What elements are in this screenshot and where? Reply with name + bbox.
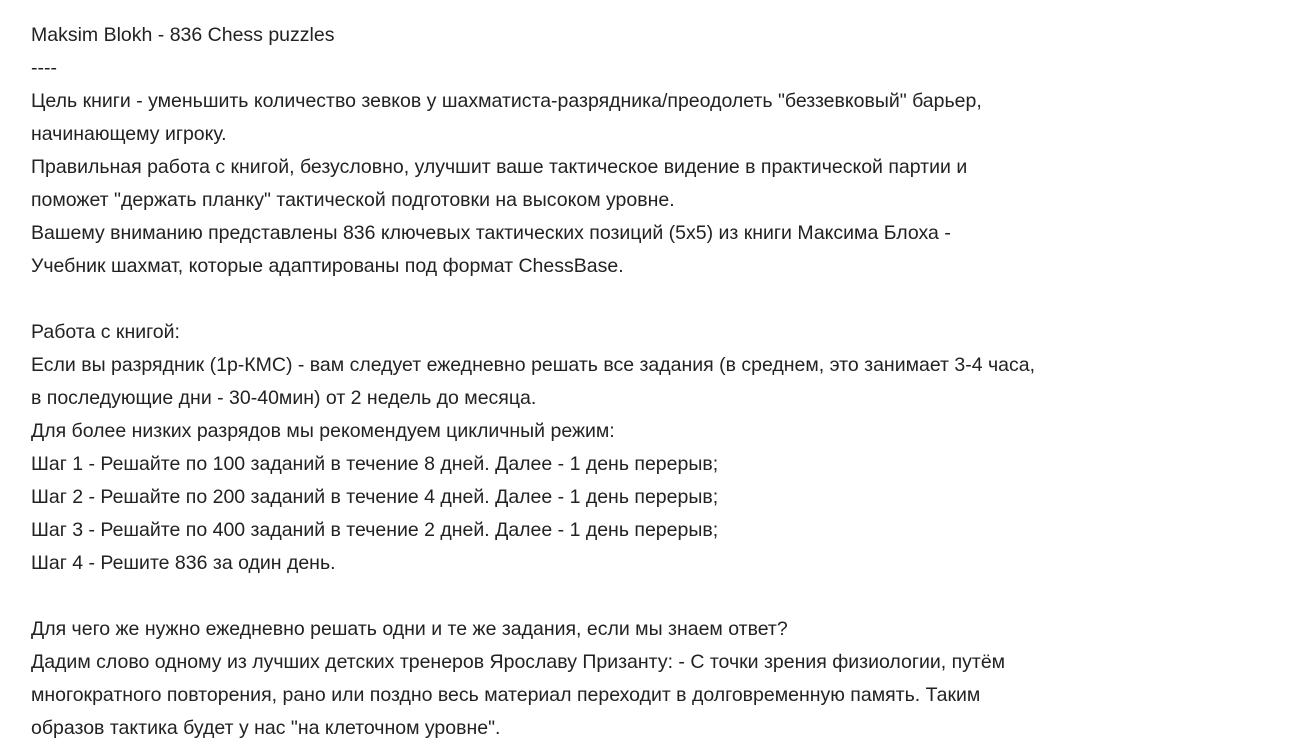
paragraph-gap	[31, 580, 1281, 613]
work-paragraph	[31, 316, 1281, 580]
intro-paragraph	[31, 85, 1281, 283]
intro-line: Учебник шахмат, которые адаптированы под формат ChessBase.	[31, 255, 624, 277]
why-line: Для чего же нужно ежедневно решать одни и те же задания, если мы знаем ответ?	[31, 618, 788, 640]
why-line: образов тактика будет у нас "на клеточном уровне".	[31, 717, 501, 739]
work-line: Для более низких разрядов мы рекомендуем цикличный режим:	[31, 420, 615, 442]
intro-line: начинающему игроку.	[31, 123, 227, 145]
why-paragraph	[31, 613, 1281, 745]
work-heading: Работа с книгой:	[31, 321, 180, 343]
intro-line: Цель книги - уменьшить количество зевков у шахматиста-разрядника/преодолеть "беззевковый" барьер,	[31, 90, 982, 112]
why-line: многократного повторения, рано или поздно весь материал переходит в долговременную память. Таким	[31, 684, 981, 706]
why-line: Дадим слово одному из лучших детских тренеров Ярославу Призанту: - С точки зрения физиологии, путём	[31, 651, 1006, 673]
step-line: Шаг 3 - Решайте по 400 заданий в течение 2 дней. Далее - 1 день перерыв;	[31, 519, 719, 541]
work-line: Если вы разрядник (1р-КМС) - вам следует ежедневно решать все задания (в среднем, это занимает 3-4 часа,	[31, 354, 1036, 376]
work-line: в последующие дни - 30-40мин) от 2 недель до месяца.	[31, 387, 537, 409]
document-title: Maksim Blokh - 836 Chess puzzles	[31, 24, 335, 46]
step-line: Шаг 4 - Решите 836 за один день.	[31, 552, 336, 574]
intro-line: Правильная работа с книгой, безусловно, улучшит ваше тактическое видение в практической партии и	[31, 156, 968, 178]
separator-line: ----	[31, 57, 57, 79]
step-line: Шаг 2 - Решайте по 200 заданий в течение 4 дней. Далее - 1 день перерыв;	[31, 486, 719, 508]
paragraph-gap	[31, 283, 1281, 316]
intro-line: поможет "держать планку" тактической подготовки на высоком уровне.	[31, 189, 675, 211]
document-body	[31, 19, 1281, 745]
intro-line: Вашему вниманию представлены 836 ключевых тактических позиций (5x5) из книги Максима Блоха -	[31, 222, 951, 244]
step-line: Шаг 1 - Решайте по 100 заданий в течение 8 дней. Далее - 1 день перерыв;	[31, 453, 719, 475]
